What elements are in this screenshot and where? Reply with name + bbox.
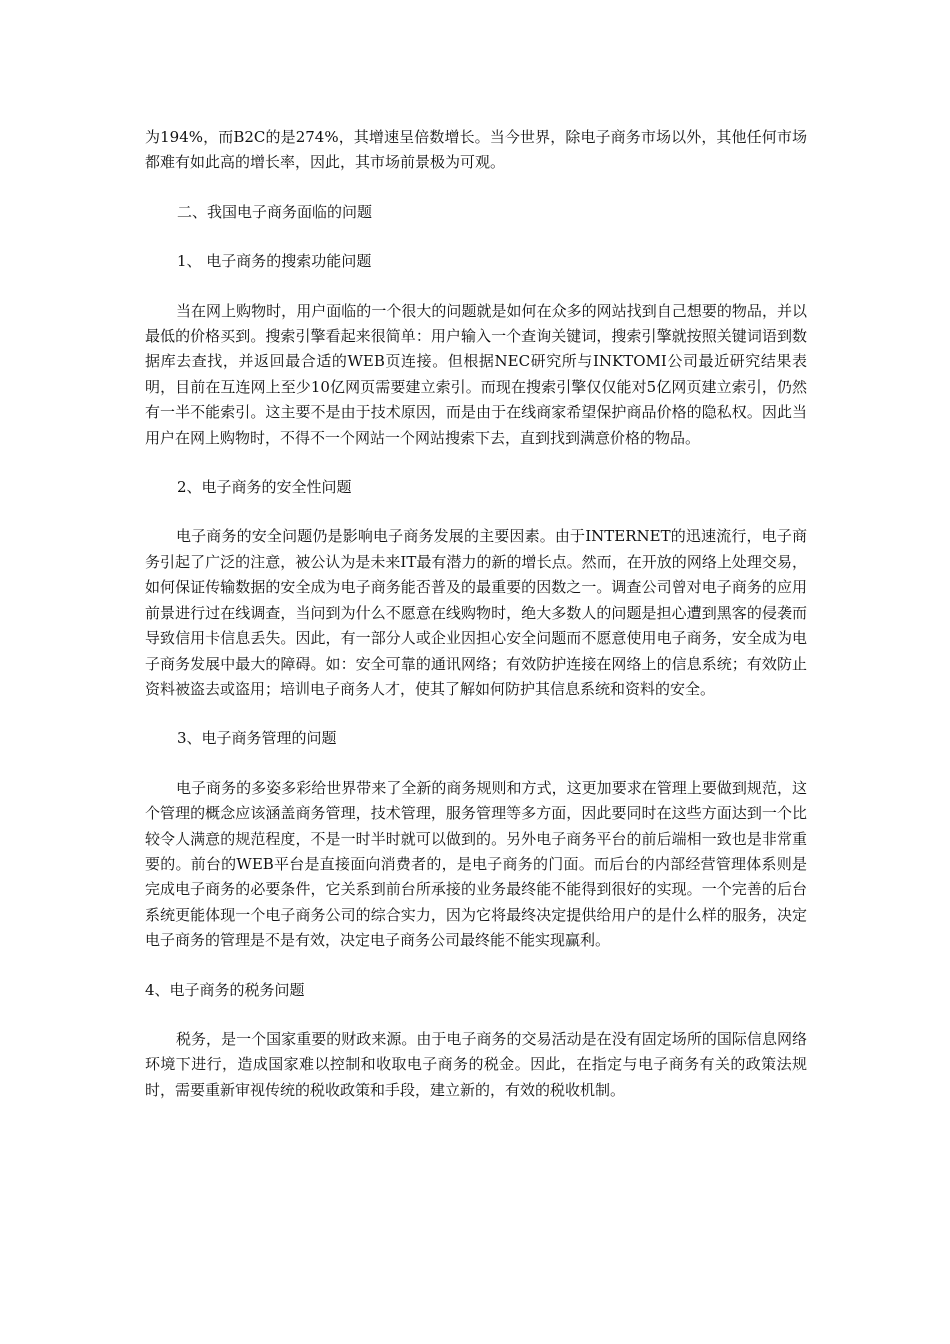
intro-continuation-paragraph: 为194%，而B2C的是274%，其增速呈倍数增长。当今世界，除电子商务市场以外，其他任何市场都难有如此高的增长率，因此，其市场前景极为可观。 bbox=[145, 128, 807, 172]
subsection-2-paragraph: 电子商务的安全问题仍是影响电子商务发展的主要因素。由于INTERNET的迅速流行，电子商务引起了广泛的注意，被公认为是未来IT最有潜力的新的增长点。然而，在开放的网络上处理交易，如何保证传输数据的安全成为电子商务能否普及的最重要的因数之一。调查公司曾对电子商务的应用前景进行过在线调查，当问到为什么不愿意在线购物时，绝大多数人的问题是担心遭到黑客的侵袭而导致信用卡信息丢失。因此，有一部分人或企业因担心安全问题而不愿意使用电子商务，安全成为电子商务发展中最大的障碍。如：安全可靠的通讯网络；有效防护连接在网络上的信息系统；有效防止资料被盗去或盗用；培训电子商务人才，使其了解如何防护其信息系统和资料的安全。 bbox=[145, 527, 807, 698]
subsection-3-heading: 3、电子商务管理的问题 bbox=[177, 729, 337, 748]
section-two-heading: 二、我国电子商务面临的问题 bbox=[177, 202, 373, 221]
document-page bbox=[145, 125, 807, 1127]
subsection-1-paragraph: 当在网上购物时，用户面临的一个很大的问题就是如何在众多的网站找到自己想要的物品，并以最低的价格买到。搜索引擎看起来很简单：用户输入一个查询关键词，搜索引擎就按照关键词语到数据库去查找，并返回最合适的WEB页连接。但根据NEC研究所与INKTOMI公司最近研究结果表明，目前在互连网上至少10亿网页需要建立索引。而现在搜索引擎仅仅能对5亿网页建立索引，仍然有一半不能索引。这主要不是由于技术原因，而是由于在线商家希望保护商品价格的隐私权。因此当用户在网上购物时，不得不一个网站一个网站搜索下去，直到找到满意价格的物品。 bbox=[145, 301, 807, 447]
subsection-4-paragraph: 税务，是一个国家重要的财政来源。由于电子商务的交易活动是在没有固定场所的国际信息网络环境下进行，造成国家难以控制和收取电子商务的税金。因此，在指定与电子商务有关的政策法规时，需要重新审视传统的税收政策和手段，建立新的，有效的税收机制。 bbox=[145, 1029, 807, 1099]
subsection-1-heading: 1、 电子商务的搜索功能问题 bbox=[177, 252, 372, 271]
subsection-2-heading: 2、电子商务的安全性问题 bbox=[177, 478, 352, 497]
subsection-3-paragraph: 电子商务的多姿多彩给世界带来了全新的商务规则和方式，这更加要求在管理上要做到规范，这个管理的概念应该涵盖商务管理，技术管理，服务管理等多方面，因此要同时在这些方面达到一个比较令人满意的规范程度，不是一时半时就可以做到的。另外电子商务平台的前后端相一致也是非常重要的。前台的WEB平台是直接面向消费者的，是电子商务的门面。而后台的内部经营管理体系则是完成电子商务的必要条件，它关系到前台所承接的业务最终能不能得到很好的实现。一个完善的后台系统更能体现一个电子商务公司的综合实力，因为它将最终决定提供给用户的是什么样的服务，决定电子商务的管理是不是有效，决定电子商务公司最终能不能实现赢利。 bbox=[145, 778, 807, 950]
subsection-4-heading: 4、电子商务的税务问题 bbox=[145, 980, 305, 999]
